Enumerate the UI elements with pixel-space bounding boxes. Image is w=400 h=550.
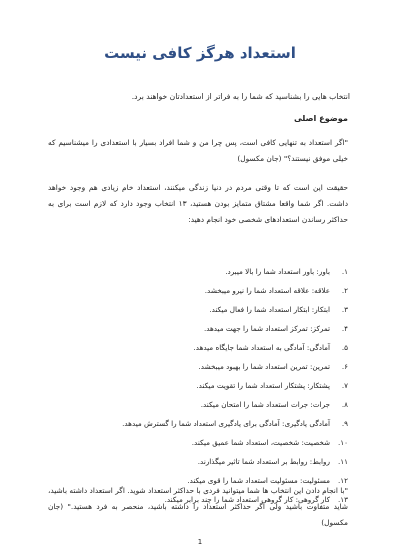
list-item (48, 357, 348, 376)
list-item-text: تمرین: تمرین استعداد شما را بهبود میبخشد. (198, 362, 330, 371)
list-item (48, 262, 348, 281)
list-item-number: ۴. (341, 324, 348, 333)
list-item-text: شخصیت: شخصیت، استعداد شما عمیق میکند. (191, 438, 330, 447)
section-heading: موضوع اصلی (293, 113, 348, 123)
list-item (48, 414, 348, 433)
document-title: استعداد هرگز کافی نیست (104, 44, 296, 62)
list-item-number: ۱۲. (337, 476, 348, 485)
list-item-text: جرات: جرات استعداد شما را امتحان میکند. (200, 400, 330, 409)
list-item-text: تمرکز: تمرکز استعداد شما را جهت میدهد. (203, 324, 330, 333)
list-item-text: روابط: روابط بر استعداد شما تاثیر میگذارند. (197, 457, 330, 466)
list-item-text: کار گروهی: کار گروهی استعداد شما را چند برابر میکند. (164, 495, 330, 504)
list-item (48, 395, 348, 414)
list-item-number: ۹. (341, 419, 348, 428)
intro-text: انتخاب هایی را بشناسید که شما را به فراتر از استعدادتان خواهند برد. (131, 92, 350, 101)
list-item-number: ۲. (341, 286, 348, 295)
list-item-number: ۶. (341, 362, 348, 371)
list-item (48, 376, 348, 395)
list-item-text: ابتکار: ابتکار استعداد شما را فعال میکند. (209, 305, 330, 314)
list-item (48, 319, 348, 338)
list-item (48, 433, 348, 452)
list-item-text: مسئولیت: مسئولیت استعداد شما را قوی میکند. (187, 476, 330, 485)
closing-quote: "با انجام دادن این انتخاب ها شما میتوانید فردی با حداکثر استعداد شوید. اگر استعداد داشته باشید، شاید متفاوت باشید ولی اگر حداکثر استعداد را داشته باشید، منحصر به فرد هستید." (جان مکسول) (48, 486, 348, 527)
list-item-text: آمادگی یادگیری: آمادگی برای یادگیری استعداد شما را گسترش میدهد. (122, 419, 330, 428)
list-item-number: ۸. (341, 400, 348, 409)
list-item-number: ۱۰. (337, 438, 348, 447)
list-item-number: ۳. (341, 305, 348, 314)
list-item-text: علاقه: علاقه استعداد شما را نیرو میبخشد. (204, 286, 330, 295)
list-item-number: ۷. (341, 381, 348, 390)
choices-list (48, 262, 348, 509)
list-item-number: ۱۳. (337, 495, 348, 504)
list-item-text: باور: باور استعداد شما را بالا میبرد. (225, 267, 330, 276)
list-item-number: ۵. (341, 343, 348, 352)
list-item-number: ۱۱. (337, 457, 348, 466)
page-number: 1 (197, 538, 203, 546)
list-item (48, 281, 348, 300)
list-item-number: ۱. (341, 267, 348, 276)
opening-quote: "اگر استعداد به تنهایی کافی است، پس چرا من و شما افراد بسیار با استعدادی را میشناسیم که خیلی موفق نیستند؟" (جان مکسول) (48, 138, 348, 163)
list-item (48, 452, 348, 471)
list-item (48, 300, 348, 319)
list-item (48, 338, 348, 357)
list-item-text: آمادگی: آمادگی به استعداد شما جایگاه میدهد. (193, 343, 330, 352)
list-item-text: پشتکار: پشتکار استعداد شما را تقویت میکند. (196, 381, 330, 390)
body-paragraph: حقیقت این است که تا وقتی مردم در دنیا زندگی میکنند، استعداد خام زیادی هم وجود خواهد داشت. اگر شما واقعا مشتاق متمایز بودن هستید، ۱۳ انتخاب وجود دارد که لازم است برای به حداکثر رساندن استعدادهای شخصی خود انجام دهید: (48, 183, 348, 224)
